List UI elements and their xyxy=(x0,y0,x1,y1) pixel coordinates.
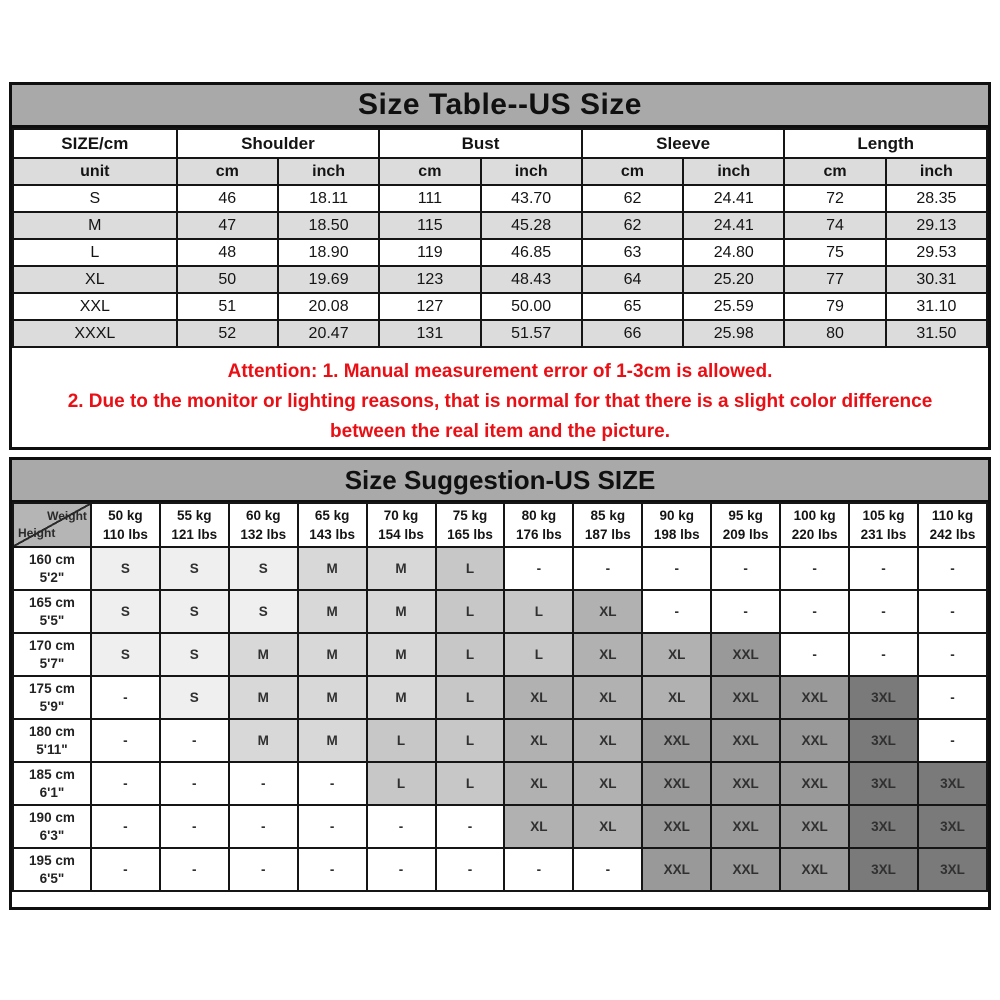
suggestion-cell-3XL: 3XL xyxy=(918,805,987,848)
suggestion-cell-S: S xyxy=(91,547,160,590)
weight-kg-label: 105 kg xyxy=(862,508,905,523)
suggestion-cell-empty: - xyxy=(780,590,849,633)
suggestion-cell-empty: - xyxy=(160,805,229,848)
size-label-cell: XXL xyxy=(13,293,177,320)
suggestion-cell-M: M xyxy=(229,676,298,719)
suggestion-cell-XXL: XXL xyxy=(711,719,780,762)
suggestion-cell-M: M xyxy=(298,719,367,762)
size-row-XXXL xyxy=(13,320,987,347)
weight-lbs-label: 143 lbs xyxy=(309,527,356,542)
suggestion-cell-XXL: XXL xyxy=(780,676,849,719)
measurement-cell: 24.41 xyxy=(683,212,784,239)
suggestion-cell-L: L xyxy=(436,719,505,762)
suggestion-row-175-cm xyxy=(13,676,987,719)
measurement-cell: 18.50 xyxy=(278,212,379,239)
measurement-cell: 74 xyxy=(784,212,885,239)
weight-lbs-label: 209 lbs xyxy=(722,527,769,542)
suggestion-cell-L: L xyxy=(436,547,505,590)
suggestion-cell-empty: - xyxy=(642,590,711,633)
weight-header-cell xyxy=(91,503,160,547)
height-ft-label: 6'3" xyxy=(39,827,65,843)
suggestion-cell-3XL: 3XL xyxy=(849,762,918,805)
measurement-cell: 64 xyxy=(582,266,683,293)
weight-header-row xyxy=(13,503,987,547)
weight-header-cell xyxy=(918,503,987,547)
unit-cell: cm xyxy=(582,158,683,185)
size-table xyxy=(12,128,988,348)
suggestion-cell-empty: - xyxy=(229,805,298,848)
height-ft-label: 6'1" xyxy=(39,784,65,800)
suggestion-cell-L: L xyxy=(504,590,573,633)
suggestion-cell-3XL: 3XL xyxy=(849,676,918,719)
suggestion-cell-empty: - xyxy=(91,676,160,719)
suggestion-cell-M: M xyxy=(367,676,436,719)
measurement-cell: 52 xyxy=(177,320,278,347)
unit-cell: inch xyxy=(886,158,987,185)
suggestion-cell-XL: XL xyxy=(504,676,573,719)
size-label-cell: XXXL xyxy=(13,320,177,347)
height-cm-label: 185 cm xyxy=(29,766,75,782)
measurement-cell: 75 xyxy=(784,239,885,266)
size-table-group-row xyxy=(13,129,987,158)
measurement-cell: 62 xyxy=(582,212,683,239)
suggestion-row-160-cm xyxy=(13,547,987,590)
weight-lbs-label: 110 lbs xyxy=(102,527,148,542)
size-row-M xyxy=(13,212,987,239)
suggestion-cell-XXL: XXL xyxy=(780,719,849,762)
suggestion-cell-empty: - xyxy=(160,719,229,762)
weight-lbs-label: 198 lbs xyxy=(653,527,700,542)
measurement-cell: 62 xyxy=(582,185,683,212)
suggestion-cell-L: L xyxy=(436,633,505,676)
measurement-cell: 31.10 xyxy=(886,293,987,320)
measurement-cell: 51 xyxy=(177,293,278,320)
suggestion-cell-XXL: XXL xyxy=(642,719,711,762)
size-suggestion-table xyxy=(12,502,988,892)
unit-cell: cm xyxy=(177,158,278,185)
corner-weight-label: Weight xyxy=(47,509,87,523)
suggestion-cell-M: M xyxy=(298,676,367,719)
suggestion-cell-XXL: XXL xyxy=(642,848,711,891)
weight-kg-label: 50 kg xyxy=(108,508,143,523)
suggestion-cell-S: S xyxy=(160,633,229,676)
size-label-cell: XL xyxy=(13,266,177,293)
suggestion-cell-XL: XL xyxy=(573,805,642,848)
suggestion-cell-empty: - xyxy=(849,633,918,676)
measurement-cell: 46.85 xyxy=(481,239,582,266)
suggestion-cell-XXL: XXL xyxy=(711,633,780,676)
height-header-cell xyxy=(13,547,91,590)
weight-header-cell xyxy=(711,503,780,547)
suggestion-cell-XL: XL xyxy=(504,762,573,805)
suggestion-cell-XXL: XXL xyxy=(780,848,849,891)
suggestion-cell-empty: - xyxy=(849,590,918,633)
suggestion-cell-empty: - xyxy=(918,590,987,633)
suggestion-cell-XL: XL xyxy=(642,676,711,719)
measurement-cell: 25.98 xyxy=(683,320,784,347)
weight-height-corner-cell xyxy=(13,503,91,547)
weight-lbs-label: 242 lbs xyxy=(929,527,976,542)
unit-cell: inch xyxy=(683,158,784,185)
col-header-length: Length xyxy=(784,129,987,158)
height-ft-label: 5'5" xyxy=(39,612,65,628)
suggestion-cell-XL: XL xyxy=(573,633,642,676)
weight-kg-label: 95 kg xyxy=(728,508,763,523)
suggestion-cell-M: M xyxy=(367,590,436,633)
weight-header-cell xyxy=(780,503,849,547)
suggestion-cell-XXL: XXL xyxy=(780,762,849,805)
weight-kg-label: 55 kg xyxy=(177,508,212,523)
weight-header-cell xyxy=(436,503,505,547)
measurement-cell: 46 xyxy=(177,185,278,212)
height-cm-label: 170 cm xyxy=(29,637,75,653)
suggestion-cell-XXL: XXL xyxy=(711,762,780,805)
measurement-cell: 65 xyxy=(582,293,683,320)
weight-header-cell xyxy=(229,503,298,547)
suggestion-cell-M: M xyxy=(229,719,298,762)
weight-kg-label: 85 kg xyxy=(590,508,626,523)
suggestion-cell-empty: - xyxy=(229,848,298,891)
suggestion-cell-M: M xyxy=(367,633,436,676)
suggestion-cell-L: L xyxy=(436,762,505,805)
height-header-cell xyxy=(13,848,91,891)
suggestion-cell-XXL: XXL xyxy=(711,848,780,891)
suggestion-cell-empty: - xyxy=(298,848,367,891)
measurement-cell: 19.69 xyxy=(278,266,379,293)
weight-lbs-label: 132 lbs xyxy=(240,527,287,542)
suggestion-cell-L: L xyxy=(367,719,436,762)
suggestion-cell-empty: - xyxy=(367,848,436,891)
suggestion-cell-empty: - xyxy=(436,805,505,848)
measurement-cell: 28.35 xyxy=(886,185,987,212)
suggestion-cell-XL: XL xyxy=(573,719,642,762)
weight-kg-label: 90 kg xyxy=(659,508,694,523)
attention-line-2: 2. Due to the monitor or lighting reasons, that is normal for that there is a slight color difference xyxy=(67,391,933,412)
suggestion-cell-empty: - xyxy=(918,633,987,676)
height-header-cell xyxy=(13,676,91,719)
suggestion-cell-empty: - xyxy=(780,547,849,590)
suggestion-cell-XL: XL xyxy=(642,633,711,676)
size-suggestion-title: Size Suggestion-US SIZE xyxy=(12,460,988,502)
height-header-cell xyxy=(13,762,91,805)
suggestion-cell-empty: - xyxy=(436,848,505,891)
suggestion-cell-L: L xyxy=(436,676,505,719)
height-ft-label: 5'9" xyxy=(39,698,65,714)
suggestion-cell-XXL: XXL xyxy=(642,762,711,805)
suggestion-cell-S: S xyxy=(229,590,298,633)
weight-lbs-label: 121 lbs xyxy=(171,527,218,542)
size-suggestion-section xyxy=(9,457,991,910)
suggestion-cell-S: S xyxy=(91,590,160,633)
height-ft-label: 5'2" xyxy=(39,569,65,585)
measurement-cell: 45.28 xyxy=(481,212,582,239)
measurement-cell: 47 xyxy=(177,212,278,239)
measurement-cell: 24.41 xyxy=(683,185,784,212)
suggestion-cell-empty: - xyxy=(573,848,642,891)
measurement-cell: 24.80 xyxy=(683,239,784,266)
suggestion-cell-empty: - xyxy=(367,805,436,848)
suggestion-row-180-cm xyxy=(13,719,987,762)
suggestion-cell-empty: - xyxy=(711,547,780,590)
suggestion-row-165-cm xyxy=(13,590,987,633)
attention-note xyxy=(12,348,988,447)
size-label-cell: L xyxy=(13,239,177,266)
measurement-cell: 66 xyxy=(582,320,683,347)
height-cm-label: 195 cm xyxy=(29,852,75,868)
suggestion-cell-L: L xyxy=(504,633,573,676)
unit-cell: cm xyxy=(784,158,885,185)
height-header-cell xyxy=(13,805,91,848)
height-header-cell xyxy=(13,719,91,762)
suggestion-cell-empty: - xyxy=(849,547,918,590)
height-cm-label: 165 cm xyxy=(29,594,75,610)
weight-lbs-label: 176 lbs xyxy=(516,527,562,542)
suggestion-cell-empty: - xyxy=(91,848,160,891)
col-header-shoulder: Shoulder xyxy=(177,129,380,158)
suggestion-cell-empty: - xyxy=(160,848,229,891)
height-header-cell xyxy=(13,590,91,633)
suggestion-cell-empty: - xyxy=(918,547,987,590)
height-cm-label: 190 cm xyxy=(29,809,75,825)
weight-kg-label: 65 kg xyxy=(314,508,350,523)
suggestion-cell-M: M xyxy=(298,633,367,676)
suggestion-cell-S: S xyxy=(160,676,229,719)
measurement-cell: 119 xyxy=(379,239,480,266)
suggestion-cell-3XL: 3XL xyxy=(849,848,918,891)
suggestion-cell-L: L xyxy=(367,762,436,805)
measurement-cell: 29.53 xyxy=(886,239,987,266)
measurement-cell: 20.08 xyxy=(278,293,379,320)
suggestion-cell-empty: - xyxy=(298,762,367,805)
measurement-cell: 77 xyxy=(784,266,885,293)
measurement-cell: 72 xyxy=(784,185,885,212)
measurement-cell: 48.43 xyxy=(481,266,582,293)
suggestion-cell-empty: - xyxy=(91,805,160,848)
suggestion-cell-XXL: XXL xyxy=(711,676,780,719)
measurement-cell: 111 xyxy=(379,185,480,212)
weight-lbs-label: 165 lbs xyxy=(447,527,493,542)
size-label-cell: S xyxy=(13,185,177,212)
weight-kg-label: 100 kg xyxy=(793,508,836,523)
measurement-cell: 30.31 xyxy=(886,266,987,293)
measurement-cell: 51.57 xyxy=(481,320,582,347)
size-suggestion-body xyxy=(13,547,987,891)
suggestion-cell-XL: XL xyxy=(504,719,573,762)
weight-kg-label: 110 kg xyxy=(931,508,974,523)
suggestion-cell-empty: - xyxy=(504,547,573,590)
suggestion-cell-3XL: 3XL xyxy=(849,719,918,762)
weight-kg-label: 75 kg xyxy=(452,508,488,523)
suggestion-cell-XXL: XXL xyxy=(780,805,849,848)
weight-header-cell xyxy=(849,503,918,547)
suggestion-cell-S: S xyxy=(160,547,229,590)
measurement-cell: 50.00 xyxy=(481,293,582,320)
measurement-cell: 29.13 xyxy=(886,212,987,239)
measurement-cell: 63 xyxy=(582,239,683,266)
weight-lbs-label: 154 lbs xyxy=(378,527,424,542)
measurement-cell: 18.90 xyxy=(278,239,379,266)
size-table-body xyxy=(13,185,987,347)
measurement-cell: 48 xyxy=(177,239,278,266)
size-table-title: Size Table--US Size xyxy=(12,85,988,128)
suggestion-cell-XL: XL xyxy=(504,805,573,848)
weight-lbs-label: 187 lbs xyxy=(584,527,631,542)
suggestion-row-185-cm xyxy=(13,762,987,805)
suggestion-cell-M: M xyxy=(229,633,298,676)
unit-cell: cm xyxy=(379,158,480,185)
measurement-cell: 127 xyxy=(379,293,480,320)
size-row-XXL xyxy=(13,293,987,320)
suggestion-cell-empty: - xyxy=(780,633,849,676)
suggestion-cell-XL: XL xyxy=(573,676,642,719)
size-table-unit-row xyxy=(13,158,987,185)
suggestion-row-190-cm xyxy=(13,805,987,848)
suggestion-cell-3XL: 3XL xyxy=(918,762,987,805)
col-header-sleeve: Sleeve xyxy=(582,129,785,158)
suggestion-cell-XXL: XXL xyxy=(642,805,711,848)
measurement-cell: 43.70 xyxy=(481,185,582,212)
suggestion-cell-XL: XL xyxy=(573,590,642,633)
suggestion-cell-empty: - xyxy=(642,547,711,590)
measurement-cell: 25.20 xyxy=(683,266,784,293)
measurement-cell: 131 xyxy=(379,320,480,347)
weight-header-cell xyxy=(642,503,711,547)
unit-label-cell: unit xyxy=(13,158,177,185)
size-row-L xyxy=(13,239,987,266)
weight-header-cell xyxy=(504,503,573,547)
col-header-bust: Bust xyxy=(379,129,582,158)
weight-lbs-label: 231 lbs xyxy=(860,527,907,542)
size-row-S xyxy=(13,185,987,212)
suggestion-cell-S: S xyxy=(91,633,160,676)
measurement-cell: 80 xyxy=(784,320,885,347)
suggestion-row-195-cm xyxy=(13,848,987,891)
suggestion-cell-L: L xyxy=(436,590,505,633)
corner-height-label: Height xyxy=(18,526,56,540)
measurement-cell: 31.50 xyxy=(886,320,987,347)
attention-line-1: Attention: 1. Manual measurement error of 1-3cm is allowed. xyxy=(227,361,773,382)
size-table-section xyxy=(9,82,991,450)
weight-kg-label: 70 kg xyxy=(383,508,419,523)
suggestion-cell-empty: - xyxy=(160,762,229,805)
weight-kg-label: 60 kg xyxy=(245,508,281,523)
weight-header-cell xyxy=(298,503,367,547)
suggestion-cell-S: S xyxy=(229,547,298,590)
height-ft-label: 5'11" xyxy=(36,741,68,757)
unit-cell: inch xyxy=(278,158,379,185)
suggestion-cell-empty: - xyxy=(573,547,642,590)
weight-header-cell xyxy=(367,503,436,547)
height-cm-label: 160 cm xyxy=(29,551,75,567)
suggestion-cell-empty: - xyxy=(91,762,160,805)
weight-header-cell xyxy=(573,503,642,547)
suggestion-cell-empty: - xyxy=(711,590,780,633)
measurement-cell: 25.59 xyxy=(683,293,784,320)
measurement-cell: 115 xyxy=(379,212,480,239)
suggestion-cell-M: M xyxy=(298,590,367,633)
height-cm-label: 175 cm xyxy=(29,680,75,696)
weight-header-cell xyxy=(160,503,229,547)
measurement-cell: 123 xyxy=(379,266,480,293)
height-header-cell xyxy=(13,633,91,676)
col-header-size-cm: SIZE/cm xyxy=(13,129,177,158)
suggestion-cell-XL: XL xyxy=(573,762,642,805)
suggestion-cell-M: M xyxy=(367,547,436,590)
suggestion-cell-empty: - xyxy=(504,848,573,891)
suggestion-cell-empty: - xyxy=(298,805,367,848)
suggestion-cell-3XL: 3XL xyxy=(849,805,918,848)
suggestion-cell-M: M xyxy=(298,547,367,590)
size-label-cell: M xyxy=(13,212,177,239)
suggestion-cell-3XL: 3XL xyxy=(918,848,987,891)
unit-cell: inch xyxy=(481,158,582,185)
height-ft-label: 6'5" xyxy=(39,870,65,886)
attention-line-3: between the real item and the picture. xyxy=(330,421,670,442)
size-row-XL xyxy=(13,266,987,293)
weight-kg-label: 80 kg xyxy=(521,508,557,523)
suggestion-cell-empty: - xyxy=(918,719,987,762)
measurement-cell: 18.11 xyxy=(278,185,379,212)
suggestion-cell-empty: - xyxy=(918,676,987,719)
measurement-cell: 20.47 xyxy=(278,320,379,347)
weight-lbs-label: 220 lbs xyxy=(791,527,838,542)
suggestion-cell-empty: - xyxy=(229,762,298,805)
suggestion-cell-S: S xyxy=(160,590,229,633)
measurement-cell: 50 xyxy=(177,266,278,293)
height-ft-label: 5'7" xyxy=(39,655,65,671)
suggestion-cell-XXL: XXL xyxy=(711,805,780,848)
suggestion-cell-empty: - xyxy=(91,719,160,762)
measurement-cell: 79 xyxy=(784,293,885,320)
height-cm-label: 180 cm xyxy=(29,723,75,739)
suggestion-row-170-cm xyxy=(13,633,987,676)
